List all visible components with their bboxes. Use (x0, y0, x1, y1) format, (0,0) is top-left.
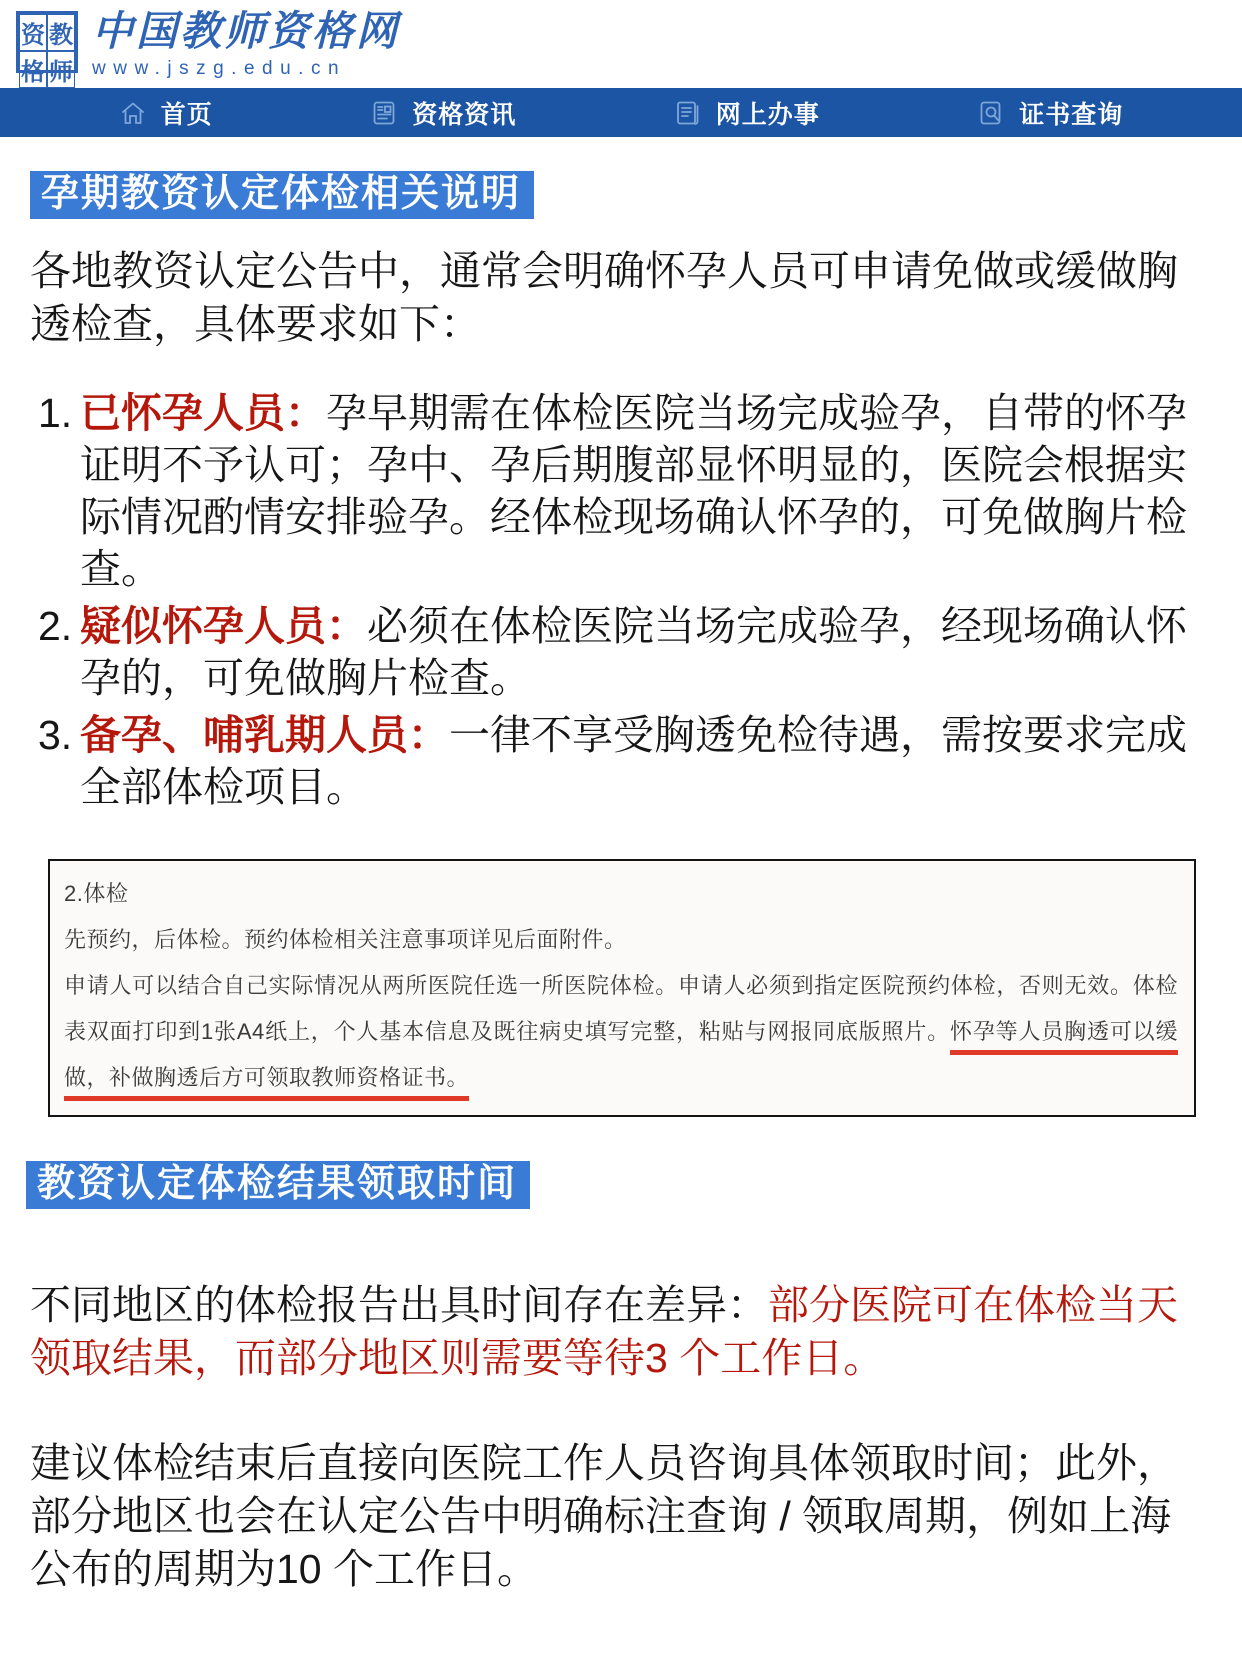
brand-block[interactable] (92, 7, 400, 79)
site-logo[interactable] (16, 11, 78, 86)
list-item (30, 387, 1212, 595)
e-services-icon (674, 99, 702, 127)
nav-label: 证书查询 (1019, 100, 1124, 129)
seal-char: 师 (47, 51, 75, 88)
seal-char: 资 (19, 14, 47, 51)
nav-item-eservices[interactable] (674, 95, 820, 131)
seal-char: 教 (47, 14, 75, 51)
notice-line-detail (64, 963, 1178, 1101)
notice-detail-normal: 申请人可以结合自己实际情况从两所医院任选一所医院体检。申请人必须到指定医院预约体检，否则无效。体检表双面打印到1张A4纸上，个人基本信息及既往病史填写完整，粘贴与网报同底版照片。 (64, 973, 1178, 1044)
main-navbar (0, 88, 1242, 137)
list-item-lead: 已怀孕人员： (80, 390, 326, 436)
article-body (0, 137, 1242, 1596)
section2-paragraph-2: 建议体检结束后直接向医院工作人员咨询具体领取时间；此外，部分地区也会在认定公告中明确标注查询 / 领取周期，例如上海公布的周期为10 个工作日。 (30, 1440, 1178, 1592)
list-item (30, 709, 1212, 813)
nav-item-home[interactable] (119, 95, 213, 131)
nav-label: 首页 (160, 100, 213, 129)
notice-screenshot-box (48, 859, 1196, 1117)
list-item-lead: 疑似怀孕人员： (80, 603, 367, 649)
nav-label: 网上办事 (715, 100, 820, 129)
home-icon (119, 99, 147, 127)
nav-label: 资格资讯 (412, 100, 517, 129)
list-item (30, 600, 1212, 704)
notice-line-appointment: 先预约，后体检。预约体检相关注意事项详见后面附件。 (64, 927, 627, 952)
seal-char: 格 (19, 51, 47, 88)
nav-item-news[interactable] (370, 95, 516, 131)
nav-item-cert-search[interactable] (977, 95, 1123, 131)
cert-search-icon (977, 99, 1005, 127)
section2-paragraph-1 (30, 1279, 1212, 1385)
section2-heading: 教资认定体检结果领取时间 (26, 1161, 530, 1209)
list-item-text: 必须在体检医院当场完成验孕，经现场确认怀孕的，可免做胸片检查。 (80, 603, 1187, 701)
para1-red: 部分医院可在体检当天领取结果，而部分地区则需要等待3 个工作日。 (30, 1282, 1178, 1381)
section1-heading: 孕期教资认定体检相关说明 (30, 171, 534, 219)
site-url: www.jszg.edu.cn (92, 58, 347, 79)
list-item-number: 3. (38, 712, 73, 758)
section1-intro: 各地教资认定公告中，通常会明确怀孕人员可申请免做或缓做胸透检查，具体要求如下： (30, 248, 1178, 347)
list-item-lead: 备孕、哺乳期人员： (80, 712, 449, 758)
site-title: 中国教师资格网 (92, 7, 400, 55)
list-item-number: 1. (38, 390, 73, 436)
rules-list (30, 387, 1212, 813)
para1-black: 不同地区的体检报告出具时间存在差异： (30, 1282, 768, 1328)
notice-detail-underlined: 怀孕等人员胸透可以缓做，补做胸透后方可领取教师资格证书。 (64, 1019, 1178, 1090)
list-item-text: 孕早期需在体检医院当场完成验孕，自带的怀孕证明不予认可；孕中、孕后期腹部显怀明显的，医院会根据实际情况酌情安排验孕。经体检现场确认怀孕的，可免做胸片检查。 (80, 390, 1187, 592)
site-header (0, 0, 1242, 88)
list-item-text: 一律不享受胸透免检待遇，需按要求完成全部体检项目。 (80, 712, 1187, 810)
notice-line-title: 2.体检 (64, 881, 129, 906)
list-item-number: 2. (38, 603, 73, 649)
news-icon (370, 99, 398, 127)
